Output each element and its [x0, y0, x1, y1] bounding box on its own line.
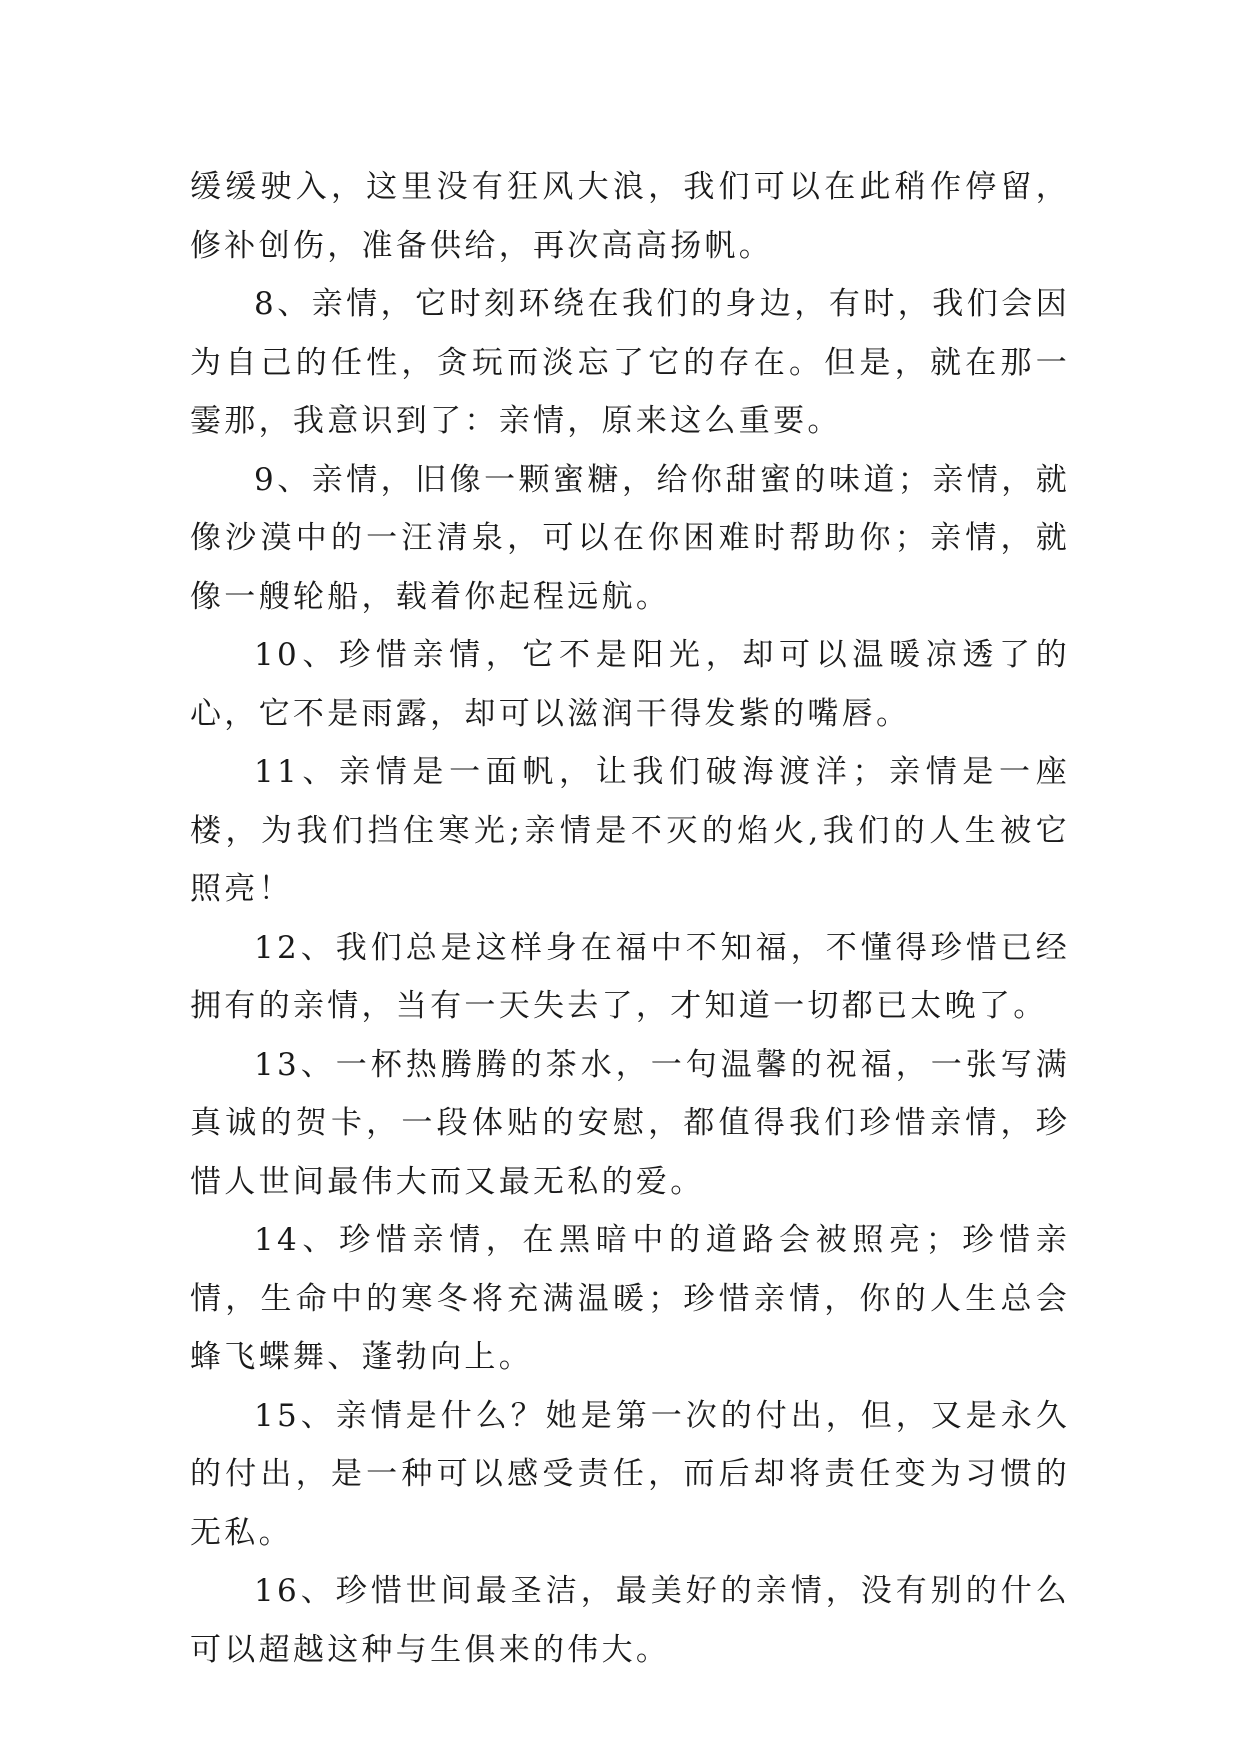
- paragraph-15: 15、亲情是什么？她是第一次的付出，但，又是永久的付出，是一种可以感受责任，而后却将责任变为习惯的无私。: [190, 1397, 1070, 1551]
- document-body: [190, 158, 1070, 1679]
- paragraph-8: 8、亲情，它时刻环绕在我们的身边，有时，我们会因为自己的任性，贪玩而淡忘了它的存在。但是，就在那一霎那，我意识到了：亲情，原来这么重要。: [190, 286, 1070, 439]
- paragraph-10: 10、珍惜亲情，它不是阳光，却可以温暖凉透了的心，它不是雨露，却可以滋润干得发紫的嘴唇。: [190, 637, 1070, 732]
- paragraph-11: 11、亲情是一面帆，让我们破海渡洋；亲情是一座楼，为我们挡住寒光;亲情是不灭的焰火,我们的人生被它照亮！: [190, 754, 1070, 907]
- paragraph-continuation: 缓缓驶入，这里没有狂风大浪，我们可以在此稍作停留，修补创伤，准备供给，再次高高扬帆。: [190, 169, 1070, 264]
- paragraph-16: 16、珍惜世间最圣洁，最美好的亲情，没有别的什么可以超越这种与生俱来的伟大。: [190, 1573, 1070, 1668]
- paragraph-13: 13、一杯热腾腾的茶水，一句温馨的祝福，一张写满真诚的贺卡，一段体贴的安慰，都值得我们珍惜亲情，珍惜人世间最伟大而又最无私的爱。: [190, 1046, 1070, 1200]
- paragraph-14: 14、珍惜亲情，在黑暗中的道路会被照亮；珍惜亲情，生命中的寒冬将充满温暖；珍惜亲情，你的人生总会蜂飞蝶舞、蓬勃向上。: [190, 1222, 1070, 1375]
- paragraph-12: 12、我们总是这样身在福中不知福，不懂得珍惜已经拥有的亲情，当有一天失去了，才知道一切都已太晚了。: [190, 929, 1070, 1024]
- paragraph-9: 9、亲情，旧像一颗蜜糖，给你甜蜜的味道；亲情，就像沙漠中的一汪清泉，可以在你困难时帮助你；亲情，就像一艘轮船，载着你起程远航。: [190, 461, 1070, 615]
